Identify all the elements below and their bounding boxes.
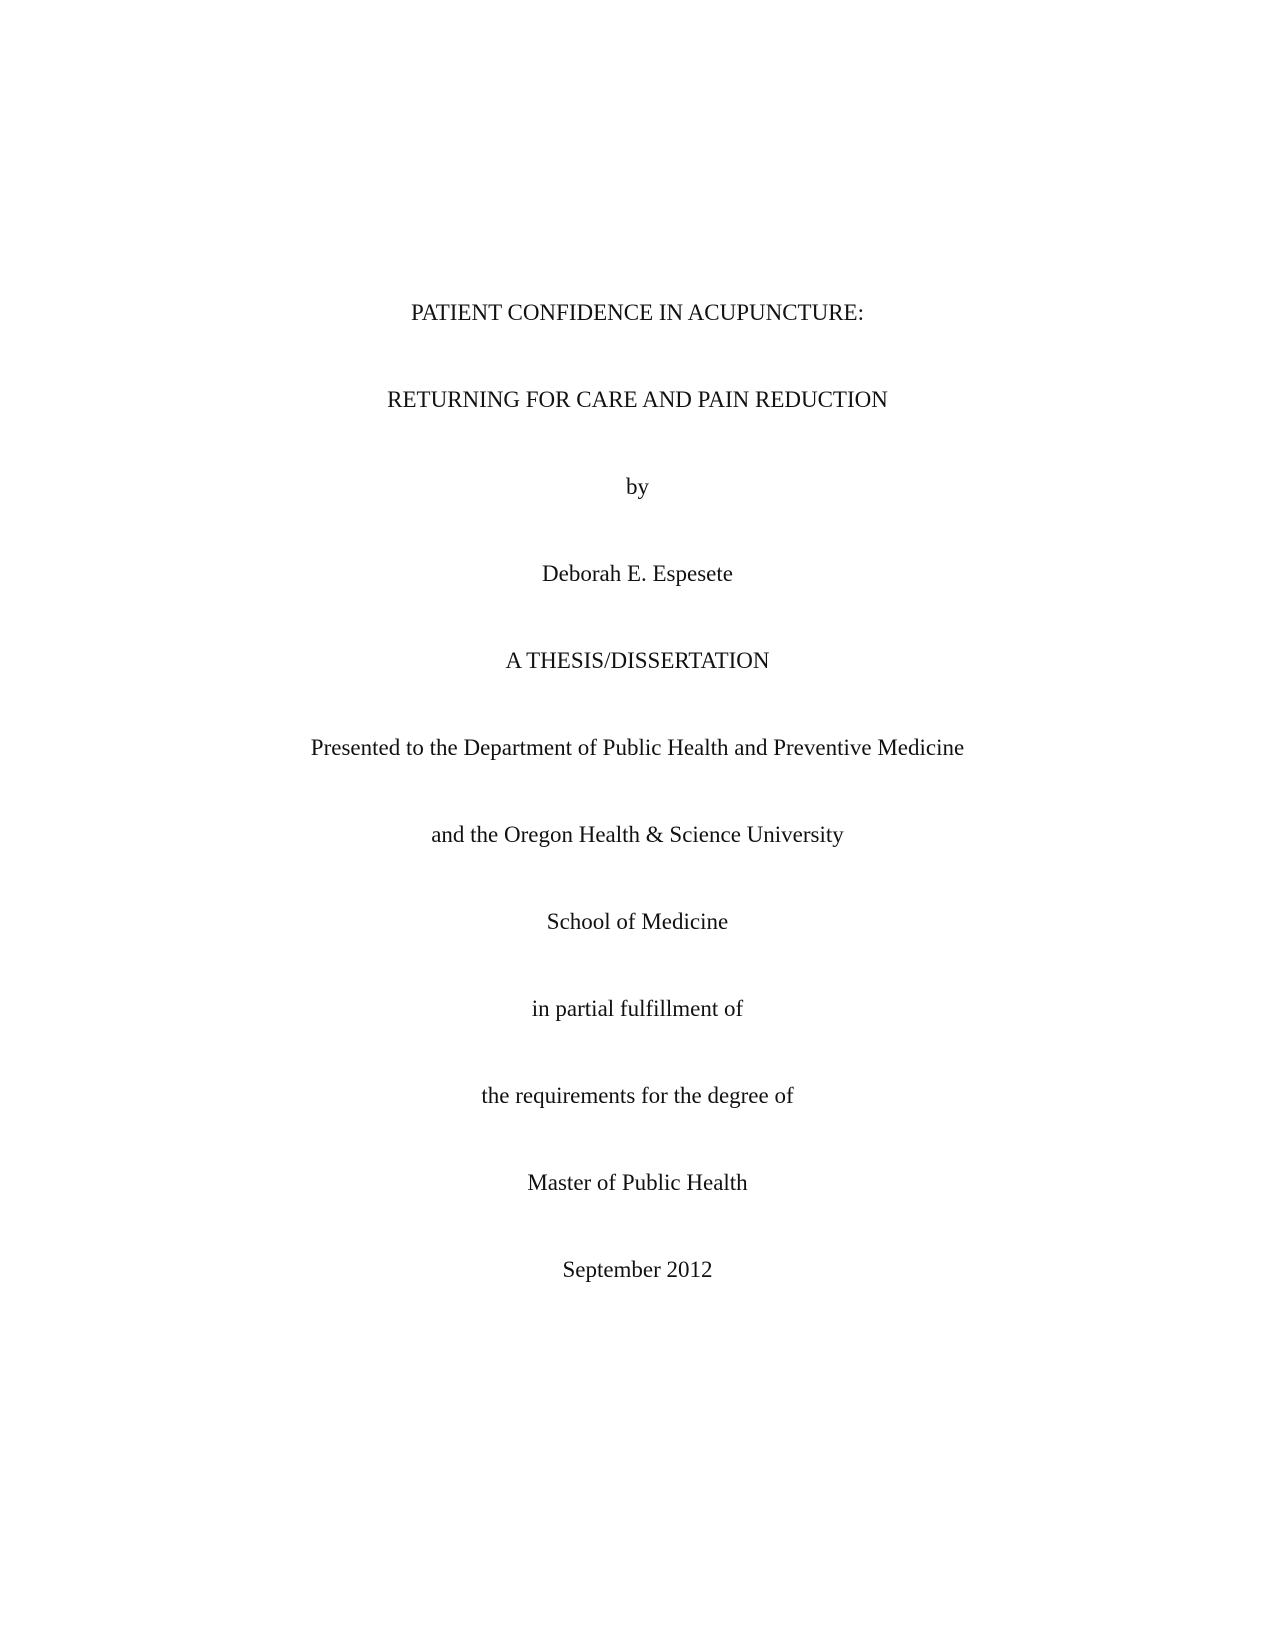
presented-to-line: Presented to the Department of Public Health and Preventive Medicine bbox=[310, 735, 965, 760]
requirements-line: the requirements for the degree of bbox=[481, 1083, 794, 1108]
document-type: A THESIS/DISSERTATION bbox=[505, 648, 770, 673]
by-text: by bbox=[626, 474, 649, 499]
fulfillment-line: in partial fulfillment of bbox=[531, 996, 744, 1021]
date-line: September 2012 bbox=[562, 1257, 713, 1282]
school-line: School of Medicine bbox=[546, 909, 729, 934]
thesis-title-line-2: RETURNING FOR CARE AND PAIN REDUCTION bbox=[387, 387, 888, 412]
degree-line: Master of Public Health bbox=[527, 1170, 748, 1195]
author-name: Deborah E. Espesete bbox=[542, 561, 733, 586]
institution-line: and the Oregon Health & Science University bbox=[431, 822, 844, 847]
thesis-title-line-1: PATIENT CONFIDENCE IN ACUPUNCTURE: bbox=[410, 300, 864, 325]
